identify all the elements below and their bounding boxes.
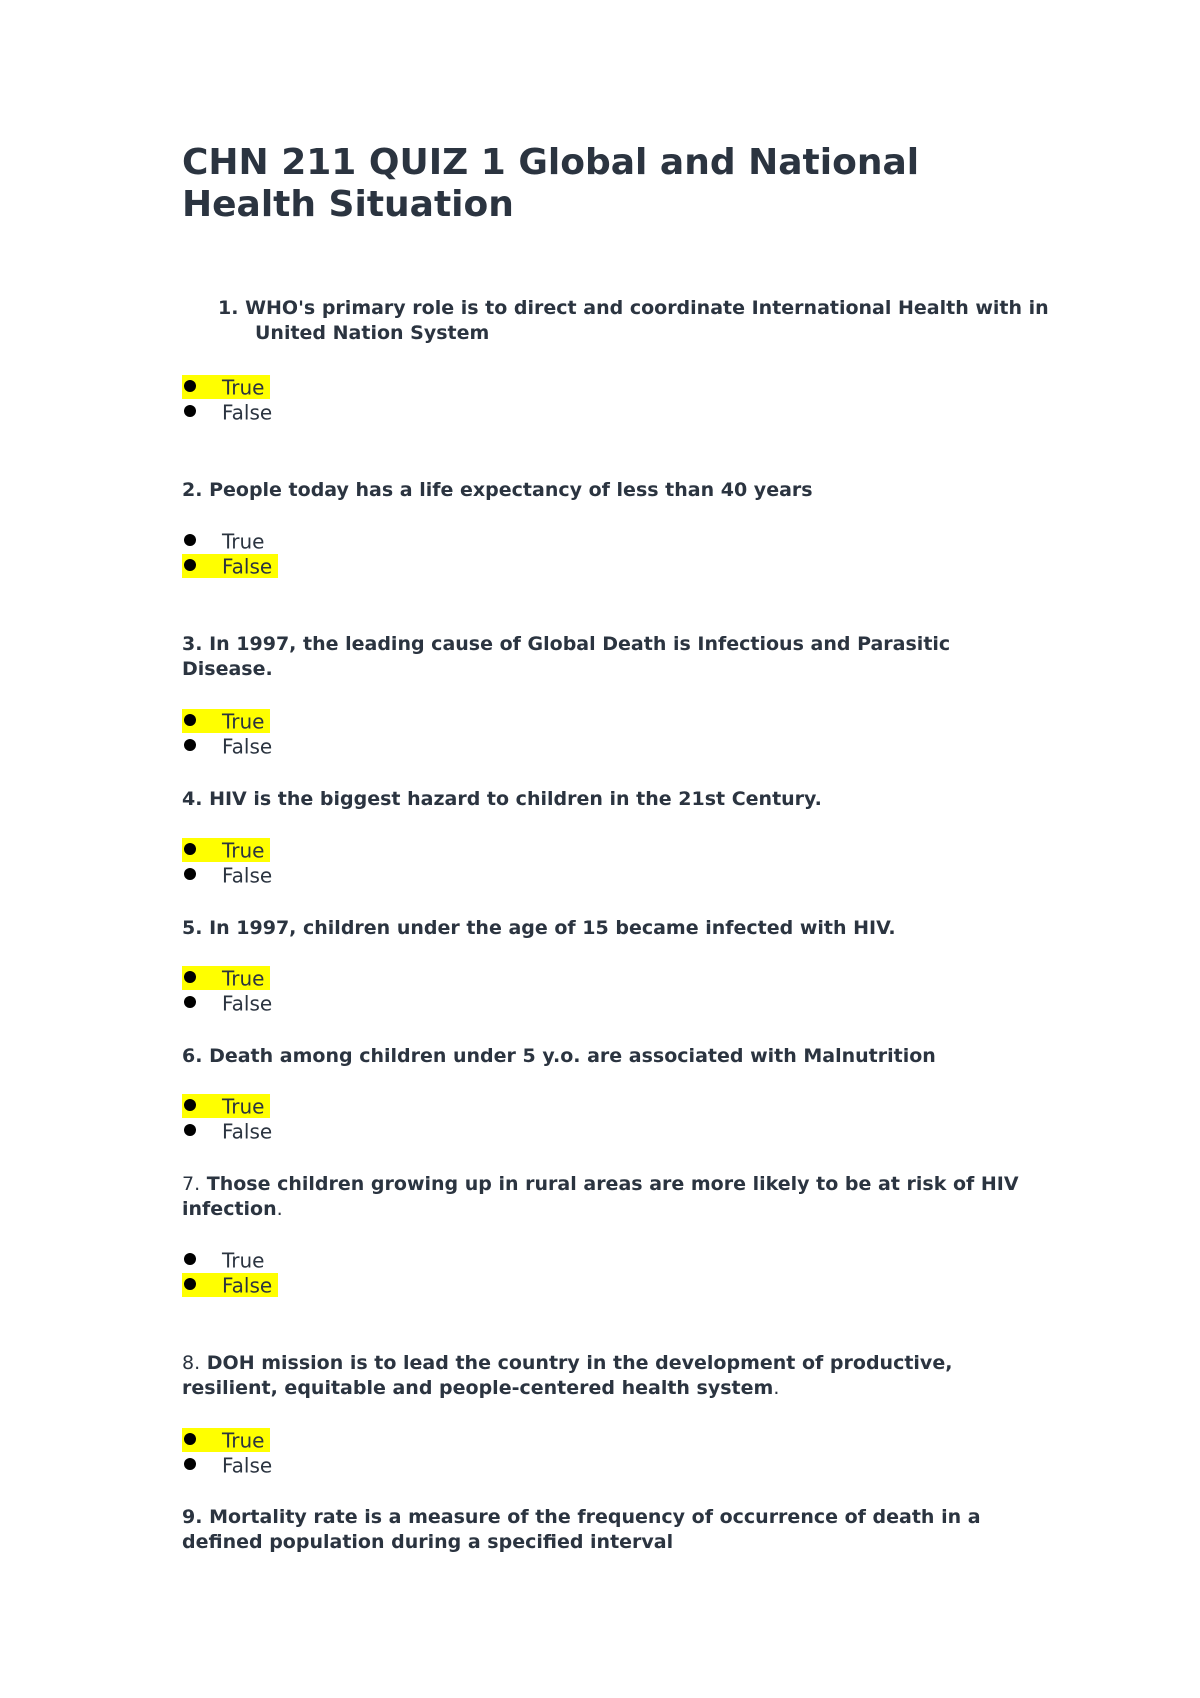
- question-7: [182, 1172, 1022, 1222]
- bullet-icon: [184, 1433, 196, 1445]
- answer-options-3: [182, 709, 278, 759]
- option-true[interactable]: True: [182, 966, 278, 991]
- question-tail: .: [773, 1377, 780, 1399]
- answer-options-2: [182, 529, 278, 579]
- option-true[interactable]: True: [182, 375, 278, 400]
- question-9: [182, 1505, 1022, 1555]
- option-false[interactable]: False: [182, 554, 278, 579]
- question-text: In 1997, the leading cause of Global Death is Infectious and Parasitic Disease.: [182, 633, 951, 680]
- question-text: Death among children under 5 y.o. are associated with Malnutrition: [209, 1045, 936, 1067]
- answer-options-5: [182, 966, 278, 1016]
- option-false[interactable]: False: [182, 734, 278, 759]
- option-true[interactable]: True: [182, 1094, 278, 1119]
- question-number: 7.: [182, 1173, 201, 1195]
- question-number: 4.: [182, 788, 203, 810]
- option-false[interactable]: False: [182, 863, 278, 888]
- question-text: Those children growing up in rural areas are more likely to be at risk of HIV infection: [182, 1173, 1019, 1220]
- bullet-icon: [184, 534, 196, 546]
- bullet-icon: [184, 996, 196, 1008]
- option-true[interactable]: True: [182, 529, 278, 554]
- question-text: WHO's primary role is to direct and coordinate International Health with in United Nation System: [245, 297, 1049, 344]
- bullet-icon: [184, 739, 196, 751]
- answer-options-1: [182, 375, 278, 425]
- option-true[interactable]: True: [182, 1428, 278, 1453]
- question-4: [182, 787, 1022, 812]
- bullet-icon: [184, 1458, 196, 1470]
- question-number: 3.: [182, 633, 203, 655]
- option-false[interactable]: False: [182, 1273, 278, 1298]
- question-2: [182, 478, 1022, 503]
- question-number: 8.: [182, 1352, 201, 1374]
- answer-options-6: [182, 1094, 278, 1144]
- answer-options-8: [182, 1428, 278, 1478]
- option-false[interactable]: False: [182, 991, 278, 1016]
- bullet-icon: [184, 843, 196, 855]
- page-title: CHN 211 QUIZ 1 Global and National Health Situation: [182, 142, 920, 225]
- question-number: 1.: [218, 297, 239, 319]
- option-true[interactable]: True: [182, 1248, 278, 1273]
- question-text: In 1997, children under the age of 15 became infected with HIV.: [209, 917, 896, 939]
- question-number: 9.: [182, 1506, 203, 1528]
- bullet-icon: [184, 1253, 196, 1265]
- bullet-icon: [184, 380, 196, 392]
- bullet-icon: [184, 971, 196, 983]
- answer-options-4: [182, 838, 278, 888]
- bullet-icon: [184, 1124, 196, 1136]
- question-number: 5.: [182, 917, 203, 939]
- option-true[interactable]: True: [182, 709, 278, 734]
- question-3: [182, 632, 1022, 682]
- bullet-icon: [184, 868, 196, 880]
- bullet-icon: [184, 1099, 196, 1111]
- question-number: 2.: [182, 479, 203, 501]
- question-5: [182, 916, 1022, 941]
- question-6: [182, 1044, 1022, 1069]
- question-number: 6.: [182, 1045, 203, 1067]
- option-false[interactable]: False: [182, 1453, 278, 1478]
- question-1: [218, 296, 1055, 346]
- option-false[interactable]: False: [182, 1119, 278, 1144]
- bullet-icon: [184, 405, 196, 417]
- answer-options-7: [182, 1248, 278, 1298]
- bullet-icon: [184, 1278, 196, 1290]
- option-false[interactable]: False: [182, 400, 278, 425]
- question-text: People today has a life expectancy of less than 40 years: [209, 479, 813, 501]
- bullet-icon: [184, 714, 196, 726]
- question-tail: .: [276, 1198, 283, 1220]
- question-text: HIV is the biggest hazard to children in the 21st Century.: [209, 788, 822, 810]
- question-8: [182, 1351, 1022, 1401]
- question-text: DOH mission is to lead the country in the development of productive, resilient, equitable and people-centered health system: [182, 1352, 953, 1399]
- question-text: Mortality rate is a measure of the frequency of occurrence of death in a defined population during a specified interval: [182, 1506, 981, 1553]
- option-true[interactable]: True: [182, 838, 278, 863]
- bullet-icon: [184, 559, 196, 571]
